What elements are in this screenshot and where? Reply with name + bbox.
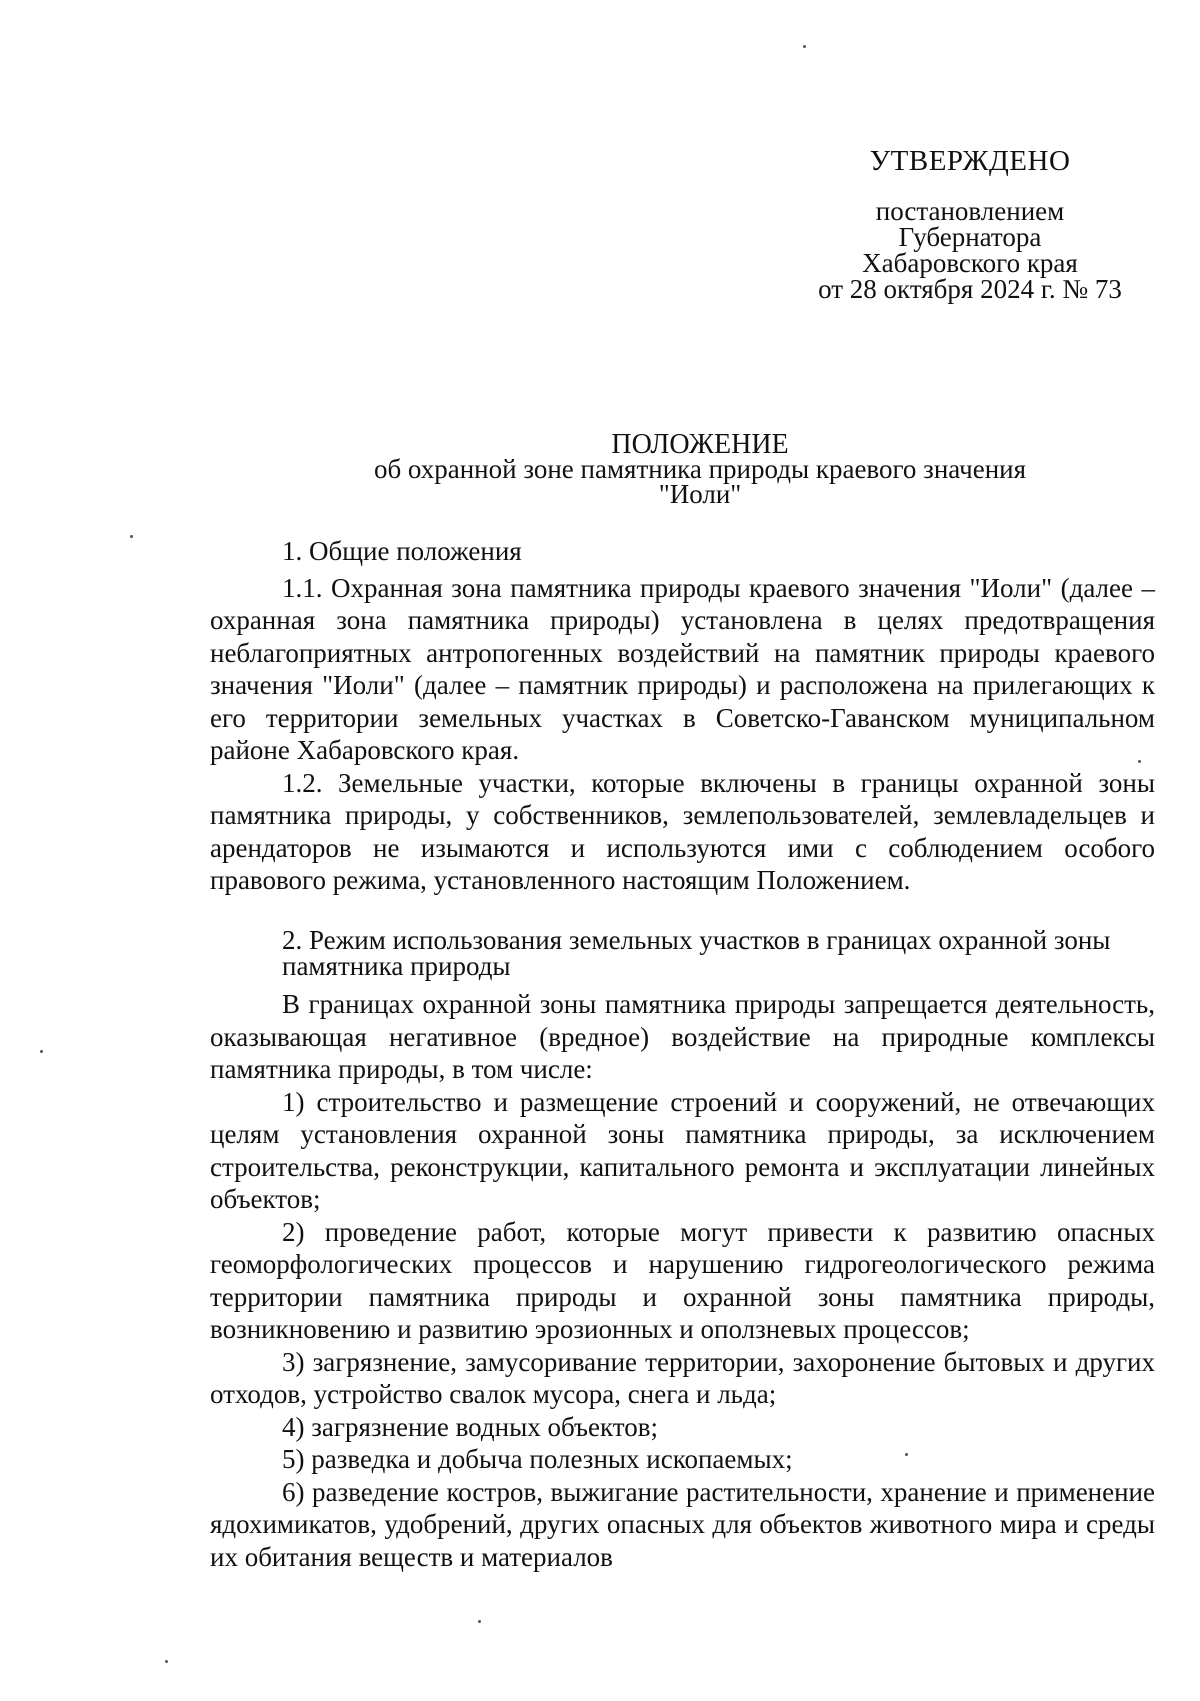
list-item-3: 3) загрязнение, замусоривание территории, захоронение бытовых и других отходов, устройство свалок мусора, снега и льда;	[210, 1346, 1155, 1409]
section-2-heading-line1: 2. Режим использования земельных участков в границах охранной зоны	[282, 925, 1111, 955]
section-1	[210, 535, 1155, 897]
approval-stamp-block	[770, 145, 1170, 304]
approval-line-decree: постановлением	[875, 196, 1065, 226]
document-subtitle-line1: об охранной зоне памятника природы краевого значения	[373, 454, 1027, 484]
paragraph-1-2: 1.2. Земельные участки, которые включены в границы охранной зоны памятника природы, у собственников, землепользователей, землевладельцев и арендаторов не изымаются и используются ими с соблюдением особого правового режима, установленного настоящим Положением.	[210, 767, 1155, 895]
list-item-1: 1) строительство и размещение строений и сооружений, не отвечающих целям установления охранной зоны памятника природы, за исключением строительства, реконструкции, капитального ремонта и эксплуатации линейных объектов;	[210, 1086, 1155, 1214]
approval-line-governor: Губернатора	[898, 222, 1042, 252]
section-2	[210, 927, 1155, 1573]
section-1-heading: 1. Общие положения	[282, 536, 522, 566]
document-subtitle-line2: "Иоли"	[658, 479, 742, 509]
list-item-6: 6) разведение костров, выжигание растительности, хранение и применение ядохимикатов, удобрений, других опасных для объектов животного мира и среды их обитания веществ и материалов	[210, 1476, 1155, 1572]
scan-speck	[905, 1453, 908, 1456]
scan-speck	[40, 1050, 43, 1053]
list-item-5: 5) разведка и добыча полезных ископаемых;	[282, 1444, 793, 1474]
scan-speck	[803, 45, 806, 48]
scan-speck	[1138, 760, 1141, 763]
scan-speck	[478, 1620, 481, 1623]
paragraph-1-1: 1.1. Охранная зона памятника природы краевого значения "Иоли" (далее – охранная зона памятника природы) установлена в целях предотвращения неблагоприятных антропогенных воздействий на памятник природы краевого значения "Иоли" (далее – памятник природы) и расположена на прилегающих к его территории земельных участках в Советско-Гаванском муниципальном районе Хабаровского края.	[210, 572, 1155, 765]
approval-heading: УТВЕРЖДЕНО	[869, 145, 1071, 177]
list-item-4: 4) загрязнение водных объектов;	[282, 1411, 658, 1442]
section-2-intro: В границах охранной зоны памятника природы запрещается деятельность, оказывающая негативное (вредное) воздействие на природные комплексы памятника природы, в том числе:	[210, 989, 1155, 1084]
scan-speck	[165, 1660, 168, 1663]
document-title: ПОЛОЖЕНИЕ	[611, 429, 789, 460]
list-item-2: 2) проведение работ, которые могут привести к развитию опасных геоморфологических процессов и нарушению гидрогеологического режима территории памятника природы и охранной зоны памятника природы, возникновению и развитию эрозионных и оползневых процессов;	[210, 1216, 1155, 1344]
approval-line-region: Хабаровского края	[862, 248, 1078, 278]
scan-speck	[130, 535, 133, 538]
document-title-block	[0, 429, 1200, 509]
section-2-heading-line2: памятника природы	[282, 951, 511, 981]
approval-line-date-number: от 28 октября 2024 г. № 73	[818, 274, 1122, 304]
